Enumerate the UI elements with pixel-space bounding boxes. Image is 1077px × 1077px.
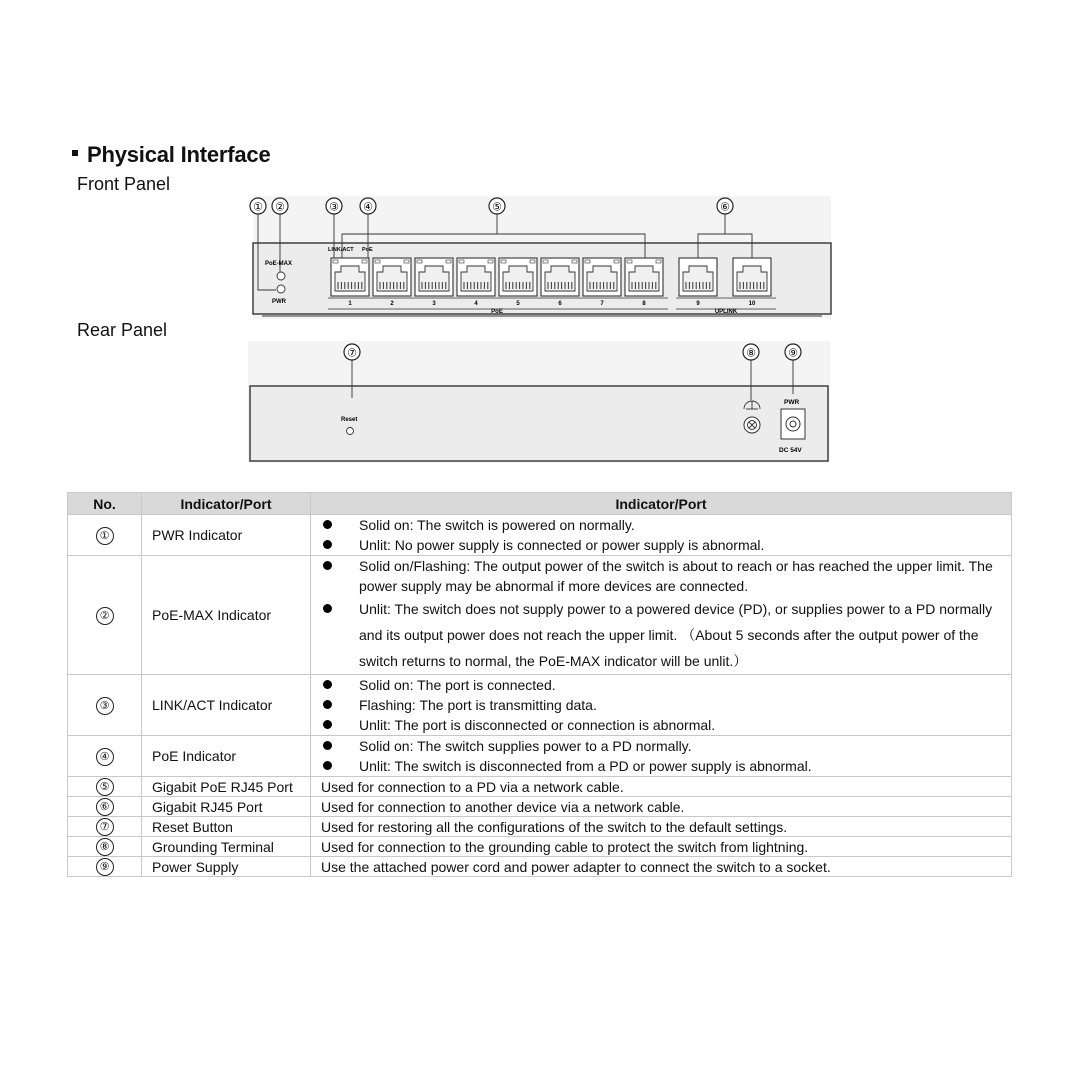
callout-2-text: ② (275, 201, 285, 214)
row-number-badge: ① (96, 527, 114, 545)
poe-max-led-label: PoE-MAX (265, 261, 292, 267)
row-description (311, 515, 1012, 556)
table-header-row (68, 493, 1012, 515)
row-description: Used for restoring all the configurations of the switch to the default settings. (311, 817, 1012, 837)
rj45-port-icon (583, 258, 621, 296)
rj45-port-icon (733, 258, 771, 296)
row-number (68, 736, 142, 777)
list-item: Flashing: The port is transmitting data. (321, 695, 1011, 715)
row-number-badge: ⑧ (96, 838, 114, 856)
bullet-list (321, 556, 1011, 674)
panel-diagram (0, 0, 1077, 480)
callout-9-text: ⑨ (788, 347, 798, 360)
row-number (68, 777, 142, 797)
poe-max-led-icon (277, 272, 285, 280)
row-port-name: Gigabit PoE RJ45 Port (142, 777, 311, 797)
port-number: 8 (642, 301, 646, 307)
link-act-label: LINK/ACT (328, 247, 354, 253)
pwr-led-icon (277, 285, 285, 293)
reset-label: Reset (341, 417, 358, 423)
callout-5-text: ⑤ (492, 201, 502, 214)
row-description (311, 736, 1012, 777)
table-row (68, 837, 1012, 857)
rear-panel-body (250, 386, 828, 461)
front-panel-drawing (250, 196, 831, 319)
list-item: Unlit: The switch does not supply power to a powered device (PD), or supplies power to a PD normally and its output power does not reach the upper limit. （About 5 seconds after the output power of the switch returns to normal, the PoE-MAX indicator will be unlit.） (321, 596, 1011, 674)
callout-7 (344, 344, 360, 360)
dc-jack-pin-icon (790, 421, 796, 427)
list-item: Solid on: The switch supplies power to a PD normally. (321, 736, 1011, 756)
dc-voltage-label: DC 54V (779, 447, 802, 454)
row-description: Used for connection to the grounding cable to protect the switch from lightning. (311, 837, 1012, 857)
table-row (68, 797, 1012, 817)
port-number: 4 (474, 301, 478, 307)
row-number (68, 675, 142, 736)
rj45-port-icon (499, 258, 537, 296)
row-number (68, 797, 142, 817)
rj45-port-icon (541, 258, 579, 296)
poe-led-label: PoE (362, 247, 373, 253)
row-number (68, 556, 142, 675)
grounding-terminal-icon (744, 417, 760, 433)
callout-6-text: ⑥ (720, 201, 730, 214)
callout-3-text: ③ (329, 201, 339, 214)
bullet-list (321, 515, 1011, 555)
callout-8 (743, 344, 759, 360)
reset-button-icon (347, 428, 354, 435)
bullet-list (321, 736, 1011, 776)
row-number (68, 515, 142, 556)
row-description: Used for connection to another device via a network cable. (311, 797, 1012, 817)
callout-8-text: ⑧ (746, 347, 756, 360)
rj45-port-icon (373, 258, 411, 296)
rj45-port-icon (625, 258, 663, 296)
callout-1-text: ① (253, 201, 263, 214)
port-number: 2 (390, 301, 394, 307)
list-item: Solid on: The port is connected. (321, 675, 1011, 695)
poe-group-label: PoE (491, 309, 503, 315)
rj45-port-icon (331, 258, 369, 296)
row-number (68, 817, 142, 837)
row-description (311, 556, 1012, 675)
row-number-badge: ⑤ (96, 778, 114, 796)
header-no: No. (68, 493, 142, 515)
row-description: Used for connection to a PD via a network cable. (311, 777, 1012, 797)
front-panel-label: Front Panel (77, 174, 171, 194)
list-item: Unlit: The switch is disconnected from a PD or power supply is abnormal. (321, 756, 1011, 776)
row-port-name: PoE-MAX Indicator (142, 556, 311, 675)
row-port-name: Reset Button (142, 817, 311, 837)
list-item: Solid on/Flashing: The output power of the switch is about to reach or has reached the upper limit. The power supply may be abnormal if more devices are connected. (321, 556, 1011, 596)
list-item: Unlit: The port is disconnected or connection is abnormal. (321, 715, 1011, 735)
callout-7-text: ⑦ (347, 347, 357, 360)
table-row (68, 736, 1012, 777)
callout-9 (785, 344, 801, 360)
rj45-port-icon (415, 258, 453, 296)
callout-3 (326, 198, 342, 214)
pwr-led-label: PWR (272, 299, 286, 305)
row-number-badge: ② (96, 607, 114, 625)
rear-pwr-label: PWR (784, 399, 800, 406)
port-number: 7 (600, 301, 604, 307)
table-row (68, 857, 1012, 877)
row-description: Use the attached power cord and power adapter to connect the switch to a socket. (311, 857, 1012, 877)
rj45-port-icon (679, 258, 717, 296)
rear-panel-drawing (248, 341, 830, 463)
row-port-name: Gigabit RJ45 Port (142, 797, 311, 817)
rj45-port-icon (457, 258, 495, 296)
bullet-list (321, 675, 1011, 735)
port-number: 3 (432, 301, 436, 307)
callout-4 (360, 198, 376, 214)
row-number-badge: ⑥ (96, 798, 114, 816)
row-port-name: Grounding Terminal (142, 837, 311, 857)
row-number-badge: ⑨ (96, 858, 114, 876)
table-row (68, 817, 1012, 837)
row-number (68, 857, 142, 877)
row-number-badge: ③ (96, 697, 114, 715)
uplink-group-label: UPLINK (714, 309, 738, 315)
table-row (68, 675, 1012, 736)
row-number-badge: ⑦ (96, 818, 114, 836)
port-number: 6 (558, 301, 562, 307)
callout-1 (250, 198, 266, 214)
list-item: Solid on: The switch is powered on normally. (321, 515, 1011, 535)
callout-6 (717, 198, 733, 214)
table-row (68, 556, 1012, 675)
callout-5 (489, 198, 505, 214)
row-number-badge: ④ (96, 748, 114, 766)
table-row (68, 777, 1012, 797)
rj45-ports (331, 258, 771, 296)
header-indicator-port: Indicator/Port (142, 493, 311, 515)
row-description (311, 675, 1012, 736)
row-port-name: PWR Indicator (142, 515, 311, 556)
table-row (68, 515, 1012, 556)
indicator-port-table (67, 492, 1012, 877)
header-description: Indicator/Port (311, 493, 1012, 515)
row-number (68, 837, 142, 857)
callout-4-text: ④ (363, 201, 373, 214)
row-port-name: LINK/ACT Indicator (142, 675, 311, 736)
callout-2 (272, 198, 288, 214)
port-number: 9 (696, 301, 700, 307)
row-port-name: Power Supply (142, 857, 311, 877)
port-number: 1 (348, 301, 352, 307)
port-number: 5 (516, 301, 520, 307)
port-number: 10 (748, 301, 756, 307)
rear-panel-label: Rear Panel (77, 320, 168, 340)
section-heading-text: Physical Interface (87, 142, 271, 167)
list-item: Unlit: No power supply is connected or power supply is abnormal. (321, 535, 1011, 555)
row-port-name: PoE Indicator (142, 736, 311, 777)
